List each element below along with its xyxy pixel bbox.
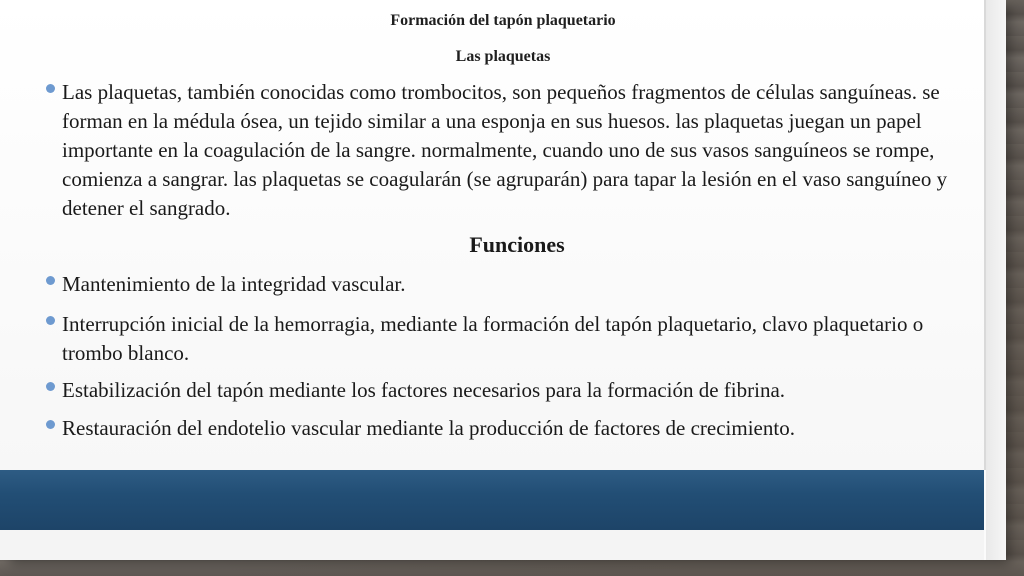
list-item-function-4 xyxy=(40,414,982,443)
bullet-icon xyxy=(46,276,55,285)
bullet-icon xyxy=(46,382,55,391)
bullet-icon xyxy=(46,316,55,325)
bullet-icon xyxy=(46,84,55,93)
functions-heading: Funciones xyxy=(469,232,565,257)
function-text: Mantenimiento de la integridad vascular. xyxy=(62,272,406,296)
list-item-function-1 xyxy=(40,270,982,299)
list-item-function-3 xyxy=(40,376,982,405)
bullet-icon xyxy=(46,420,55,429)
function-text: Restauración del endotelio vascular mediante la producción de factores de crecimiento. xyxy=(62,416,795,440)
slide-right-edge xyxy=(986,0,1006,560)
slide-title: Formación del tapón plaquetario xyxy=(390,12,616,29)
list-item-intro xyxy=(40,78,982,223)
function-text: Estabilización del tapón mediante los factores necesarios para la formación de fibrina. xyxy=(62,378,786,402)
slide-bottom-margin xyxy=(0,530,984,560)
footer-band xyxy=(0,470,984,530)
intro-text: Las plaquetas, también conocidas como trombocitos, son pequeños fragmentos de células sanguíneas. se forman en la médula ósea, un tejido similar a una esponja en sus huesos. las plaquetas juegan un papel importante en la coagulación de la sangre. normalmente, cuando uno de sus vasos sanguíneos se rompe, comienza a sangrar. las plaquetas se coagularán (se agruparán) para tapar la lesión en el vaso sanguíneo y detener el sangrado. xyxy=(62,80,948,220)
slide-subtitle: Las plaquetas xyxy=(455,48,551,65)
list-item-function-2 xyxy=(40,310,982,368)
function-text: Interrupción inicial de la hemorragia, mediante la formación del tapón plaquetario, clavo plaquetario o trombo blanco. xyxy=(62,312,924,365)
